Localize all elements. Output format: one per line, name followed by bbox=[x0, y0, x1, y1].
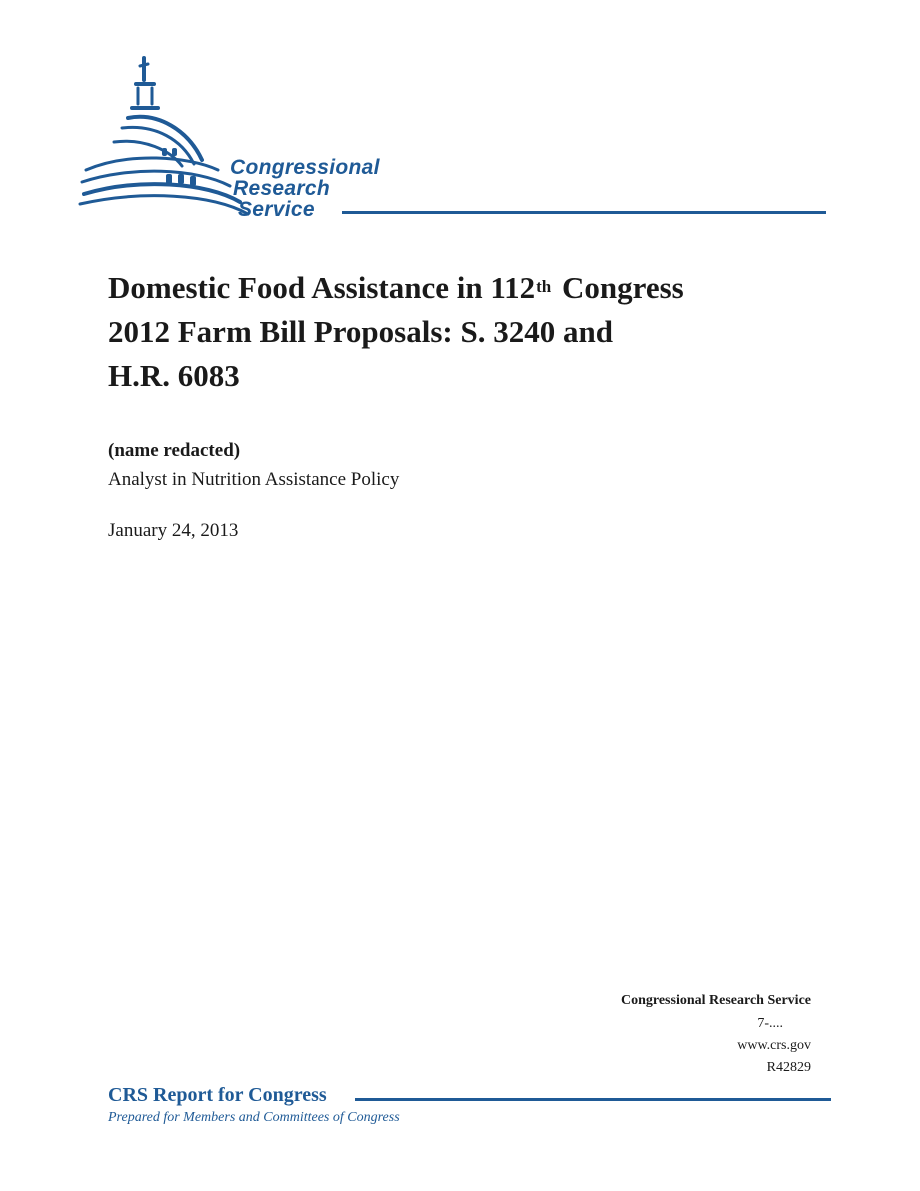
report-title bbox=[108, 266, 828, 398]
logo-word-research: Research bbox=[233, 177, 330, 200]
footer-rule bbox=[355, 1098, 831, 1101]
author-role: Analyst in Nutrition Assistance Policy bbox=[108, 469, 400, 490]
title-line-2: 2012 Farm Bill Proposals: S. 3240 and bbox=[108, 314, 613, 349]
author-name: (name redacted) bbox=[108, 440, 241, 461]
logo-word-service: Service bbox=[238, 198, 315, 221]
report-number: R42829 bbox=[766, 1060, 811, 1075]
crs-logo bbox=[78, 52, 838, 227]
crs-org-name: Congressional Research Service bbox=[620, 993, 811, 1008]
title-line-1: Domestic Food Assistance in 112th Congress bbox=[108, 270, 684, 305]
crs-code: 7-.... bbox=[757, 1016, 783, 1031]
crs-url[interactable]: www.crs.gov bbox=[737, 1038, 811, 1053]
footer-subtitle: Prepared for Members and Committees of Congress bbox=[108, 1110, 400, 1125]
author-block bbox=[108, 436, 399, 494]
logo-rule bbox=[342, 211, 826, 214]
report-date: January 24, 2013 bbox=[108, 520, 239, 541]
ordinal-suffix: th bbox=[536, 277, 552, 296]
title-line-3: H.R. 6083 bbox=[108, 358, 240, 393]
footer-title: CRS Report for Congress bbox=[108, 1084, 327, 1106]
logo-word-congressional: Congressional bbox=[230, 156, 380, 179]
crs-info-block bbox=[621, 990, 811, 1079]
